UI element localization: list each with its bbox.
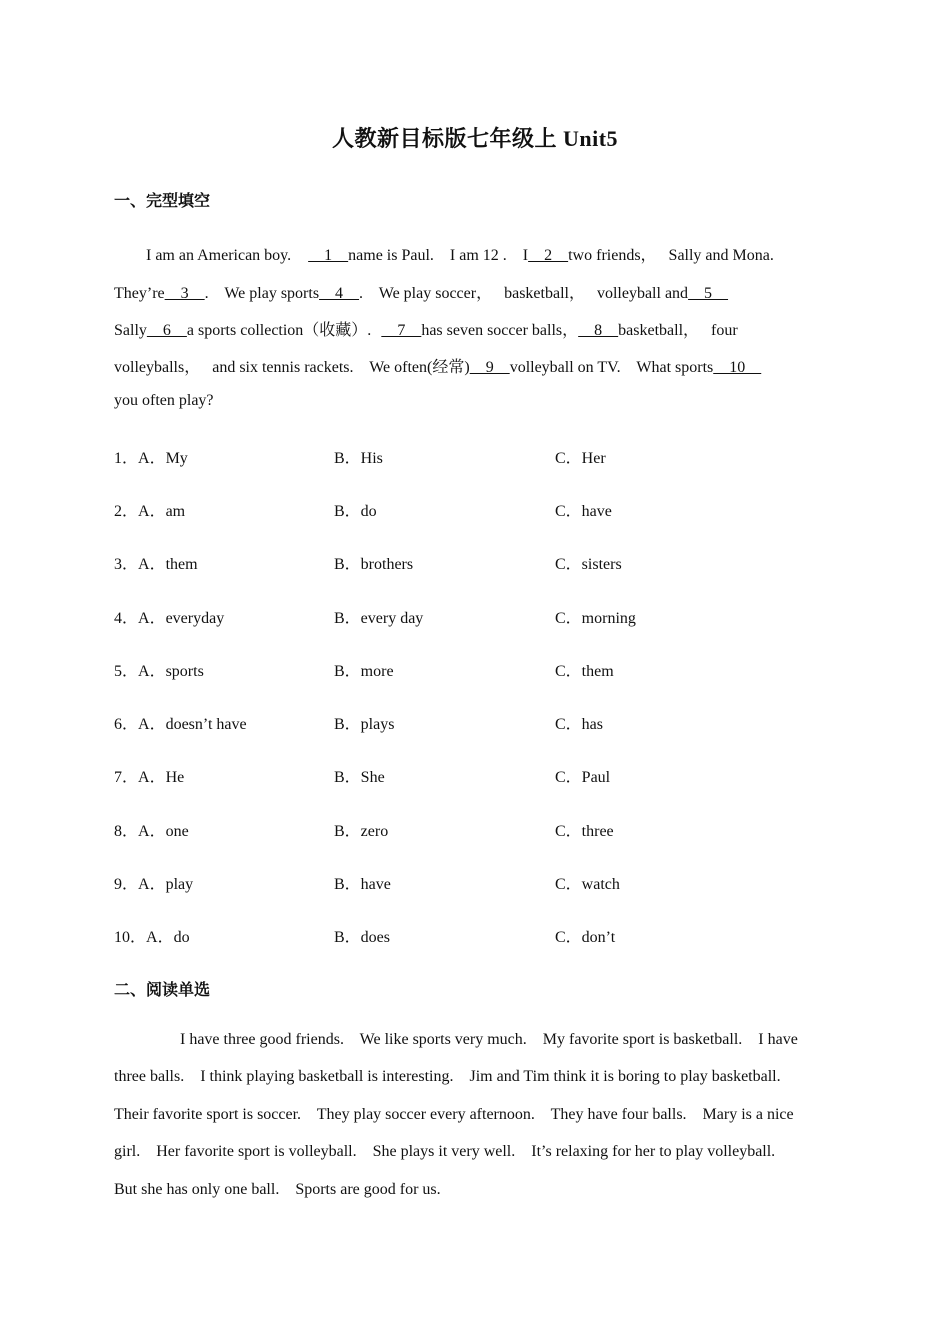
passage-text: a sports collection（收藏）. (186, 322, 372, 339)
reading-line: I have three good friends. We like sports very much. My favorite sport is basketball. I have (180, 1031, 798, 1048)
question-option-c: C．Her (555, 450, 606, 467)
question-option-b: B．She (334, 769, 385, 786)
question-option-a: 4．A．everyday (114, 610, 225, 627)
blank: 5 (688, 285, 729, 302)
passage-text: has seven soccer balls， (421, 322, 579, 339)
question-option-b: B．His (334, 450, 383, 467)
section-heading-reading: 二、阅读单选 (114, 982, 211, 999)
question-option-a: 2．A．am (114, 503, 186, 520)
blank: 4 (319, 285, 360, 302)
question-option-c: C．Paul (555, 769, 611, 786)
question-option-b: B．do (334, 503, 377, 520)
question-option-a: 1．A．My (114, 450, 188, 467)
reading-line: But she has only one ball. Sports are good for us. (114, 1181, 441, 1198)
question-option-b: B．plays (334, 716, 395, 733)
reading-line: Their favorite sport is soccer. They play soccer every afternoon. They have four balls. Mary is a nice (114, 1106, 794, 1123)
passage-text: basketball， four (618, 322, 738, 339)
cloze-line (114, 280, 728, 303)
question-option-c: C．sisters (555, 556, 622, 573)
page-title: 人教新目标版七年级上 Unit5 (331, 126, 619, 151)
question-option-c: C．three (555, 823, 614, 840)
cloze-line (114, 317, 738, 340)
blank: 8 (578, 322, 619, 339)
passage-text: . We play sports (204, 285, 320, 302)
question-option-b: B．does (334, 929, 391, 946)
cloze-line (114, 354, 761, 377)
question-option-b: B．brothers (334, 556, 414, 573)
question-option-a: 5．A．sports (114, 663, 204, 680)
blank: 3 (164, 285, 205, 302)
question-option-c: C．watch (555, 876, 620, 893)
cloze-line (114, 392, 214, 410)
question-option-a: 6．A．doesn’t have (114, 716, 247, 733)
blank: 10 (713, 359, 762, 376)
question-option-c: C．morning (555, 610, 636, 627)
passage-text: Sally (114, 322, 147, 339)
question-option-c: C．has (555, 716, 604, 733)
passage-text: . We play soccer， basketball， volleyball and (359, 285, 689, 302)
question-option-b: B．have (334, 876, 391, 893)
question-option-c: C．have (555, 503, 612, 520)
question-option-b: B．zero (334, 823, 389, 840)
question-option-a: 3．A．them (114, 556, 198, 573)
question-option-b: B．more (334, 663, 394, 680)
blank: 2 (528, 247, 569, 264)
blank: 9 (469, 359, 510, 376)
question-option-c: C．don’t (555, 929, 616, 946)
passage-text: two friends， Sally and Mona. (568, 247, 774, 264)
passage-text: name is Paul. I am 12 . I (348, 247, 529, 264)
passage-text: They’re (114, 285, 165, 302)
blank: 7 (381, 322, 422, 339)
question-option-a: 8．A．one (114, 823, 189, 840)
cloze-line (146, 242, 774, 265)
passage-text: volleyball on TV. What sports (509, 359, 714, 376)
passage-text: you often play? (114, 392, 214, 409)
blank: 1 (308, 247, 349, 264)
passage-text: volleyballs， and six tennis rackets. We often(经常) (114, 359, 470, 376)
section-heading-cloze: 一、完型填空 (114, 193, 211, 210)
question-option-a: 9．A．play (114, 876, 194, 893)
reading-line: three balls. I think playing basketball is interesting. Jim and Tim think it is boring to play basketball. (114, 1068, 781, 1085)
question-option-b: B．every day (334, 610, 424, 627)
question-option-a: 7．A．He (114, 769, 185, 786)
reading-line: girl. Her favorite sport is volleyball. She plays it very well. It’s relaxing for her to play volleyball. (114, 1143, 776, 1160)
question-option-c: C．them (555, 663, 614, 680)
blank: 6 (146, 322, 187, 339)
passage-text: I am an American boy. (146, 247, 292, 264)
question-option-a: 10．A．do (114, 929, 190, 946)
